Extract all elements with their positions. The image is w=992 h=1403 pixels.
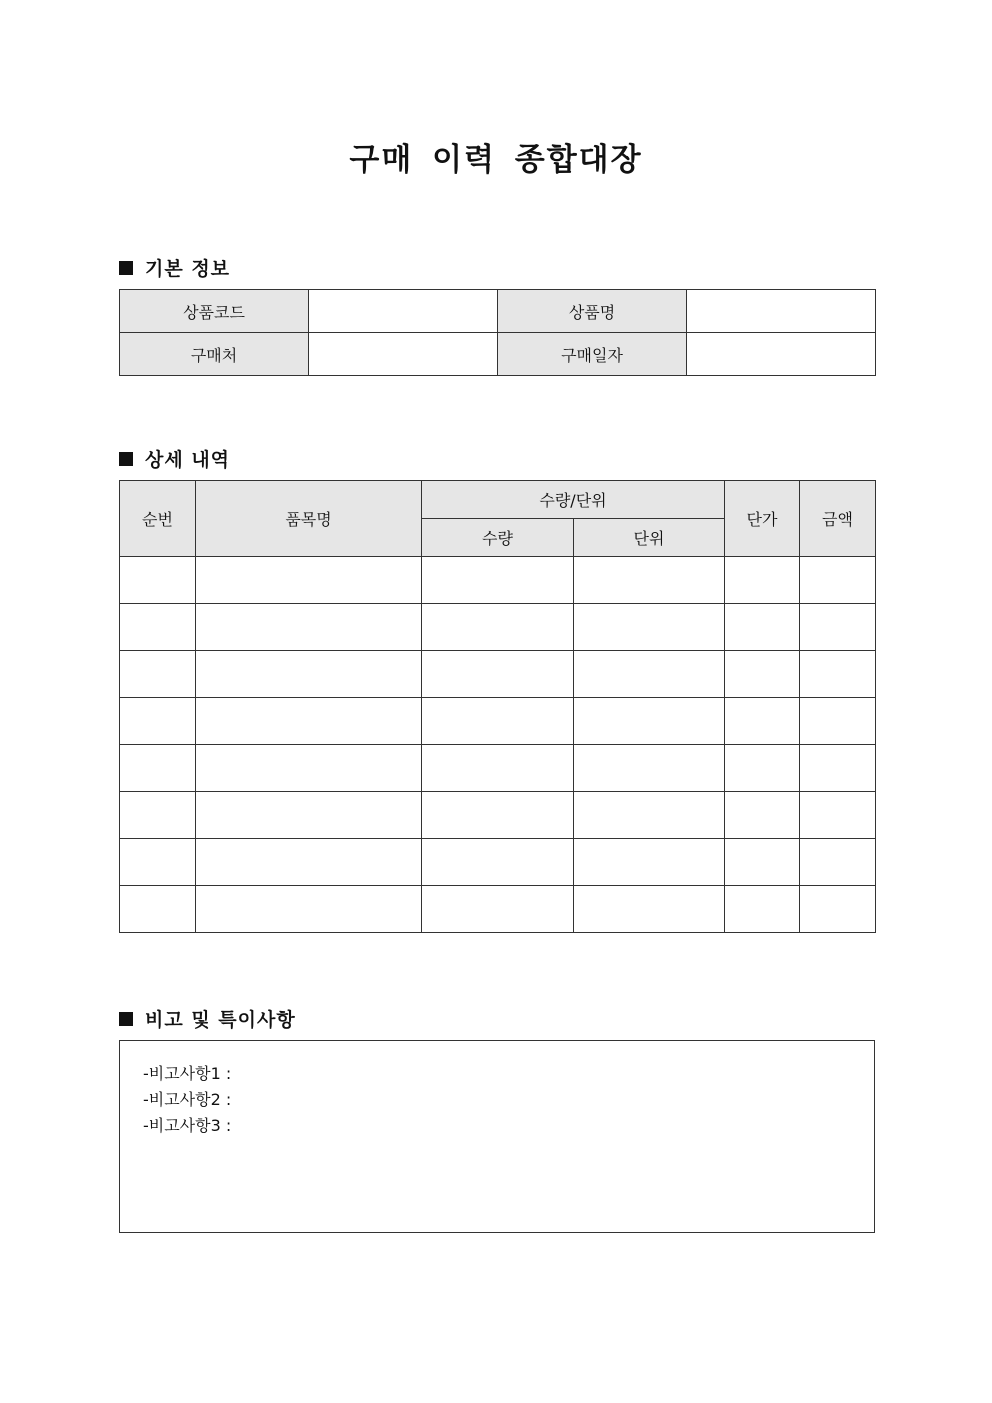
basic-info-row [120, 290, 876, 333]
remark-item: -비고사항3 : [143, 1116, 232, 1135]
item-cell[interactable] [196, 604, 422, 651]
document-title: 구매 이력 종합대장 [349, 142, 643, 178]
qty-cell[interactable] [422, 604, 574, 651]
supplier-field[interactable] [309, 333, 498, 376]
item-cell[interactable] [196, 886, 422, 933]
seq-cell[interactable] [120, 604, 196, 651]
amount-cell[interactable] [800, 557, 876, 604]
square-bullet-icon [119, 1012, 133, 1026]
qty-cell[interactable] [422, 557, 574, 604]
table-row [120, 886, 876, 933]
seq-cell[interactable] [120, 698, 196, 745]
section-heading-detail [119, 445, 230, 472]
unit-cell[interactable] [574, 886, 725, 933]
remark-item: -비고사항2 : [143, 1090, 232, 1109]
col-header-qty: 수량 [422, 519, 574, 557]
amount-cell[interactable] [800, 745, 876, 792]
price-cell[interactable] [725, 745, 800, 792]
amount-cell[interactable] [800, 604, 876, 651]
item-cell[interactable] [196, 557, 422, 604]
seq-cell[interactable] [120, 792, 196, 839]
detail-table-body [120, 557, 876, 933]
qty-cell[interactable] [422, 886, 574, 933]
product-name-field[interactable] [687, 290, 876, 333]
item-cell[interactable] [196, 745, 422, 792]
table-row [120, 792, 876, 839]
amount-cell[interactable] [800, 698, 876, 745]
remarks-list [120, 1041, 874, 1139]
amount-cell[interactable] [800, 651, 876, 698]
col-header-seq: 순번 [120, 481, 196, 557]
item-cell[interactable] [196, 792, 422, 839]
unit-cell[interactable] [574, 745, 725, 792]
amount-cell[interactable] [800, 792, 876, 839]
price-cell[interactable] [725, 839, 800, 886]
section-heading-detail-label: 상세 내역 [145, 449, 231, 471]
table-row [120, 839, 876, 886]
price-cell[interactable] [725, 651, 800, 698]
qty-cell[interactable] [422, 792, 574, 839]
amount-cell[interactable] [800, 839, 876, 886]
price-cell[interactable] [725, 604, 800, 651]
section-heading-basic-label: 기본 정보 [145, 258, 231, 280]
col-header-amount: 금액 [800, 481, 876, 557]
qty-cell[interactable] [422, 651, 574, 698]
unit-cell[interactable] [574, 792, 725, 839]
col-header-unit: 단위 [574, 519, 725, 557]
section-heading-basic [119, 254, 230, 281]
supplier-label: 구매처 [120, 333, 309, 376]
item-cell[interactable] [196, 651, 422, 698]
price-cell[interactable] [725, 886, 800, 933]
unit-cell[interactable] [574, 698, 725, 745]
section-heading-remarks-label: 비고 및 특이사항 [145, 1009, 296, 1031]
basic-info-table [119, 289, 876, 376]
product-code-field[interactable] [309, 290, 498, 333]
remark-item: -비고사항1 : [143, 1064, 232, 1083]
price-cell[interactable] [725, 557, 800, 604]
seq-cell[interactable] [120, 886, 196, 933]
purchase-date-label: 구매일자 [498, 333, 687, 376]
item-cell[interactable] [196, 698, 422, 745]
remarks-box[interactable] [119, 1040, 875, 1233]
seq-cell[interactable] [120, 839, 196, 886]
table-row [120, 698, 876, 745]
seq-cell[interactable] [120, 745, 196, 792]
product-name-label: 상품명 [498, 290, 687, 333]
basic-info-row [120, 333, 876, 376]
detail-header-row [120, 481, 876, 519]
unit-cell[interactable] [574, 839, 725, 886]
seq-cell[interactable] [120, 557, 196, 604]
col-header-item: 품목명 [196, 481, 422, 557]
square-bullet-icon [119, 261, 133, 275]
amount-cell[interactable] [800, 886, 876, 933]
table-row [120, 745, 876, 792]
qty-cell[interactable] [422, 745, 574, 792]
table-row [120, 604, 876, 651]
table-row [120, 557, 876, 604]
unit-cell[interactable] [574, 651, 725, 698]
col-header-price: 단가 [725, 481, 800, 557]
square-bullet-icon [119, 452, 133, 466]
seq-cell[interactable] [120, 651, 196, 698]
unit-cell[interactable] [574, 604, 725, 651]
item-cell[interactable] [196, 839, 422, 886]
qty-cell[interactable] [422, 839, 574, 886]
price-cell[interactable] [725, 792, 800, 839]
detail-table [119, 480, 876, 933]
unit-cell[interactable] [574, 557, 725, 604]
product-code-label: 상품코드 [120, 290, 309, 333]
qty-cell[interactable] [422, 698, 574, 745]
purchase-date-field[interactable] [687, 333, 876, 376]
section-heading-remarks [119, 1005, 296, 1032]
col-header-qty-unit: 수량/단위 [422, 481, 725, 519]
price-cell[interactable] [725, 698, 800, 745]
table-row [120, 651, 876, 698]
